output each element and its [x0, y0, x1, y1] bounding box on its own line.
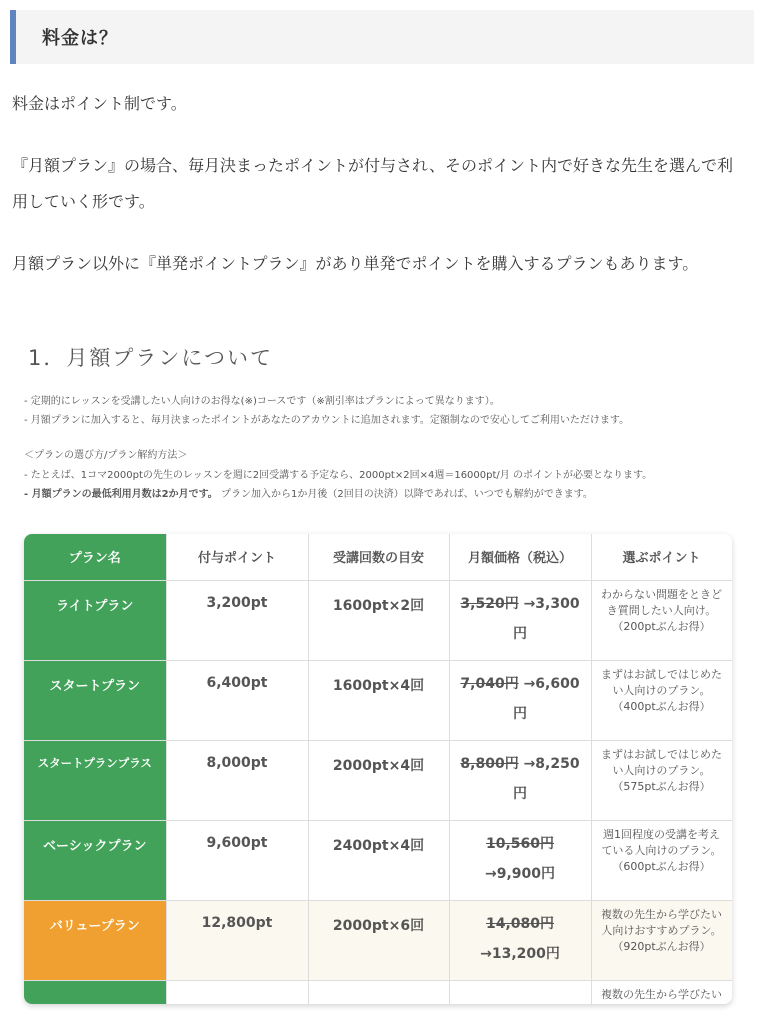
count-cell: 1600pt×2回: [308, 580, 449, 660]
new-price: →6,600円: [513, 675, 580, 722]
reason-line: （575ptぶんお得）: [612, 779, 711, 793]
points-cell: 9,600pt: [166, 820, 308, 900]
points-cell: [166, 980, 308, 1004]
table-row: [24, 980, 732, 1004]
note-line-1: - 定期的にレッスンを受講したい人向けのお得な(※)コースです（※割引率はプランによって異なります）。: [24, 396, 500, 407]
table-row: [24, 740, 732, 820]
count-cell: 2000pt×6回: [308, 900, 449, 980]
old-price: 14,080円: [485, 915, 555, 932]
reason-cell: [591, 900, 732, 980]
reason-line: わからない問題をときど: [601, 587, 722, 601]
count-cell: 1600pt×4回: [308, 660, 449, 740]
old-price: 3,520円: [460, 595, 519, 612]
note-line-4: - たとえば、1コマ2000ptの先生のレッスンを週に2回受講する予定なら、2000pt×2回×4週＝16000pt/月 のポイントが必要となります。: [24, 470, 653, 481]
new-price: →3,300円: [513, 595, 580, 642]
reason-line: ている人向けのプラン。: [601, 843, 722, 857]
note-line-2: - 月額プランに加入すると、毎月決まったポイントがあなたのアカウントに追加されます。定額制なので安心してご利用いただけます。: [24, 415, 630, 426]
header-price: 月額価格（税込）: [449, 534, 591, 580]
header-plan-name: プラン名: [24, 534, 166, 580]
count-cell: [308, 980, 449, 1004]
note-line-5: [24, 485, 593, 500]
plan-name-cell: バリュープラン: [24, 900, 166, 980]
header-reason: 選ぶポイント: [591, 534, 732, 580]
reason-line: き質問したい人向け。: [606, 603, 717, 617]
old-price: 7,040円: [460, 675, 519, 692]
new-price: →8,250円: [513, 755, 580, 802]
price-cell: [449, 980, 591, 1004]
plan-name-cell: スタートプラン: [24, 660, 166, 740]
paragraph-1: 料金はポイント制です。: [12, 94, 187, 113]
section-heading-text: 料金は？: [42, 28, 118, 49]
reason-cell: [591, 980, 732, 1004]
count-cell: 2000pt×4回: [308, 740, 449, 820]
paragraph-3: 月額プラン以外に『単発ポイントプラン』があり単発でポイントを購入するプランもあります。: [12, 254, 699, 273]
plan-table: [24, 534, 732, 1004]
reason-cell: [591, 820, 732, 900]
monthly-plan-title: 1．月額プランについて: [28, 346, 273, 370]
section-heading: [10, 10, 754, 64]
points-cell: 6,400pt: [166, 660, 308, 740]
reason-line: （200ptぶんお得）: [612, 619, 711, 633]
points-cell: 12,800pt: [166, 900, 308, 980]
reason-cell: [591, 740, 732, 820]
reason-line: い人向けのプラン。: [612, 763, 711, 777]
reason-line: まずはお試しではじめた: [601, 747, 722, 761]
note-line-5-rest: プラン加入から1か月後（2回目の決済）以降であれば、いつでも解約ができます。: [220, 489, 593, 500]
reason-line: （600ptぶんお得）: [612, 859, 711, 873]
points-cell: 3,200pt: [166, 580, 308, 660]
new-price: →13,200円: [480, 945, 560, 962]
plan-name-cell: ライトプラン: [24, 580, 166, 660]
reason-line: 週1回程度の受講を考え: [603, 827, 720, 841]
price-cell: [449, 900, 591, 980]
note-line-5-bold: - 月額プランの最低利用月数は2か月です。: [24, 489, 218, 500]
plan-name-cell: [24, 980, 166, 1004]
reason-line: 複数の先生から学びたい: [601, 907, 722, 921]
points-cell: 8,000pt: [166, 740, 308, 820]
note-line-3: ＜プランの選び方/プラン解約方法＞: [24, 450, 188, 461]
table-row: [24, 820, 732, 900]
price-cell: [449, 740, 591, 820]
price-cell: [449, 660, 591, 740]
reason-line: まずはお試しではじめた: [601, 667, 722, 681]
table-row: [24, 660, 732, 740]
table-row-highlighted: [24, 900, 732, 980]
paragraph-2: 『月額プラン』の場合、毎月決まったポイントが付与され、そのポイント内で好きな先生を選んで利用していく形です。: [12, 156, 733, 211]
header-count: 受講回数の目安: [308, 534, 449, 580]
old-price: 10,560円: [485, 835, 555, 852]
reason-line: い人向けのプラン。: [612, 683, 711, 697]
old-price: 8,800円: [460, 755, 519, 772]
reason-line: 複数の先生から学びたい: [601, 987, 722, 1001]
price-cell: [449, 580, 591, 660]
reason-line: 人向けおすすめプラン。: [601, 923, 722, 937]
reason-line: （920ptぶんお得）: [612, 939, 711, 953]
reason-cell: [591, 580, 732, 660]
new-price: →9,900円: [484, 865, 555, 882]
plan-name-cell: スタートプランプラス: [24, 740, 166, 820]
header-points: 付与ポイント: [166, 534, 308, 580]
table-row: [24, 580, 732, 660]
plan-name-cell: ベーシックプラン: [24, 820, 166, 900]
table-header-row: [24, 534, 732, 580]
reason-line: （400ptぶんお得）: [612, 699, 711, 713]
count-cell: 2400pt×4回: [308, 820, 449, 900]
reason-cell: [591, 660, 732, 740]
price-cell: [449, 820, 591, 900]
